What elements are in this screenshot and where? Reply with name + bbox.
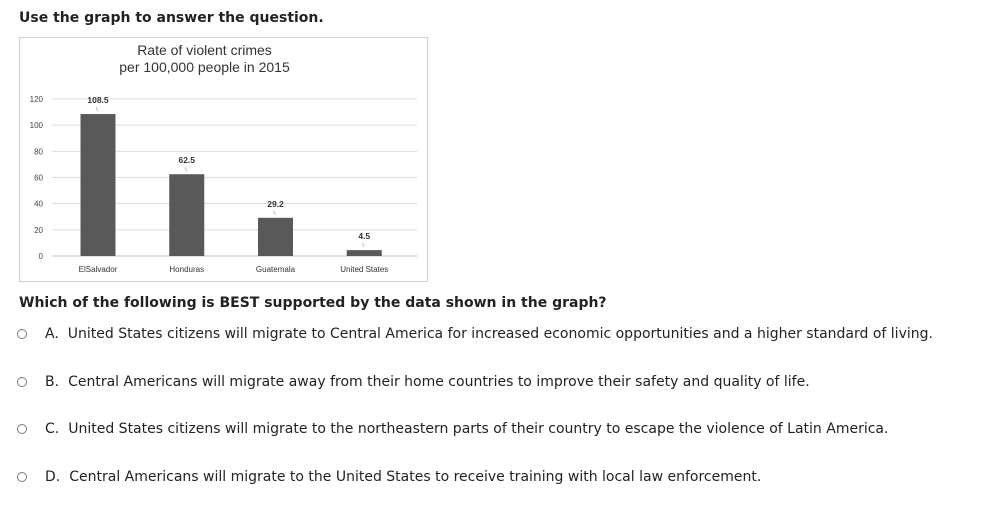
x-tick-label: ElSalvador bbox=[78, 265, 118, 274]
x-tick-label: United States bbox=[340, 265, 389, 274]
y-tick-label: 80 bbox=[34, 147, 43, 157]
option-a-text: United States citizens will migrate to Central America for increased economic opportunities and a higher standard of living. bbox=[67, 326, 933, 342]
data-label: 108.5 bbox=[87, 95, 109, 106]
chart-title-line2: per 100,000 people in 2015 bbox=[119, 59, 290, 75]
option-a-letter: A. bbox=[45, 326, 59, 342]
y-tick-label: 40 bbox=[34, 199, 43, 209]
option-d-text: Central Americans will migrate to the United States to receive training with local law enforcement. bbox=[69, 469, 762, 485]
data-label: 29.2 bbox=[267, 198, 284, 209]
x-tick-label: Guatemala bbox=[255, 265, 296, 274]
option-b[interactable] bbox=[17, 374, 810, 390]
y-tick-label: 100 bbox=[29, 121, 43, 131]
option-b-text: Central Americans will migrate away from their home countries to improve their safety and quality of life. bbox=[68, 374, 810, 390]
option-d[interactable] bbox=[17, 469, 761, 485]
data-label-leader bbox=[362, 243, 364, 247]
bar bbox=[258, 218, 293, 256]
option-c-text: United States citizens will migrate to the northeastern parts of their country to escape the violence of Latin America. bbox=[68, 421, 889, 437]
prompt-text: Use the graph to answer the question. bbox=[19, 10, 324, 26]
option-b-radio[interactable] bbox=[17, 377, 27, 387]
option-a[interactable] bbox=[17, 326, 933, 342]
data-label: 62.5 bbox=[178, 155, 196, 166]
data-label: 4.5 bbox=[358, 231, 371, 242]
data-label-leader bbox=[185, 167, 187, 171]
bar bbox=[81, 114, 116, 256]
bar bbox=[347, 250, 382, 256]
option-c-radio[interactable] bbox=[17, 424, 27, 434]
option-a-radio[interactable] bbox=[17, 329, 27, 339]
option-d-letter: D. bbox=[45, 469, 61, 485]
question-text: Which of the following is BEST supported by the data shown in the graph? bbox=[19, 295, 607, 311]
y-tick-label: 20 bbox=[34, 225, 43, 235]
data-label-leader bbox=[274, 211, 276, 215]
option-c-letter: C. bbox=[45, 421, 60, 437]
option-c[interactable] bbox=[17, 421, 888, 437]
x-tick-label: Honduras bbox=[169, 265, 205, 274]
bar bbox=[169, 174, 204, 256]
y-tick-label: 60 bbox=[34, 173, 43, 183]
chart-title-line1: Rate of violent crimes bbox=[137, 42, 272, 58]
option-b-letter: B. bbox=[45, 374, 60, 390]
data-label-leader bbox=[96, 107, 98, 111]
y-tick-label: 0 bbox=[38, 252, 43, 261]
option-d-radio[interactable] bbox=[17, 472, 27, 482]
y-tick-label: 120 bbox=[29, 95, 43, 104]
